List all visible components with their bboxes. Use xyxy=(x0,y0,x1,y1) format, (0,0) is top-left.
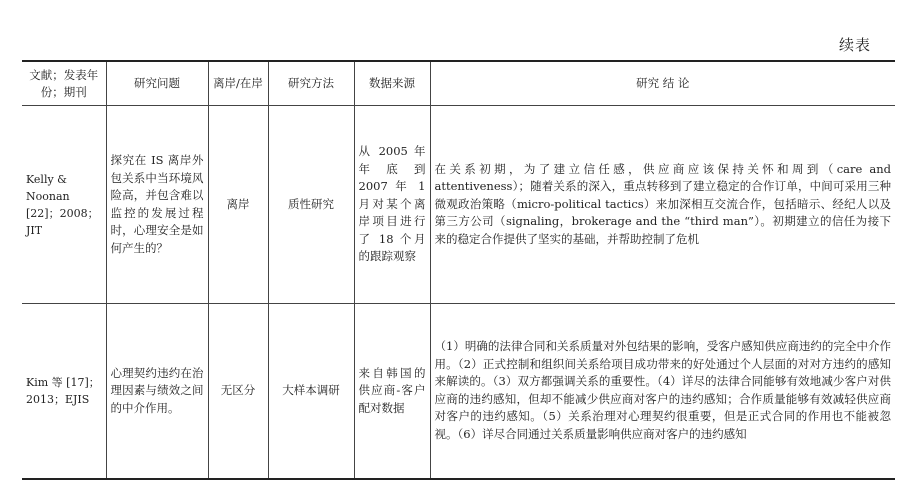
cell-location: 无区分 xyxy=(208,304,268,479)
cell-source: Kim 等 [17]；2013；EJIS xyxy=(22,304,106,479)
header-data-source: 数据来源 xyxy=(354,61,430,106)
cell-method: 质性研究 xyxy=(268,106,354,304)
cell-question: 探究在 IS 离岸外包关系中当环境风险高，并包含难以监控的发展过程时，心理安全是如何产生的？ xyxy=(106,106,208,304)
header-source: 文献；发表年份；期刊 xyxy=(22,61,106,106)
cell-source: Kelly & Noonan [22]；2008；JIT xyxy=(22,106,106,304)
literature-review-table xyxy=(22,60,895,480)
cell-question: 心理契约违约在治理因素与绩效之间的中介作用。 xyxy=(106,304,208,479)
table-continued-label: 续表 xyxy=(838,36,871,54)
header-method: 研究方法 xyxy=(268,61,354,106)
cell-data-source: 从 2005 年年底到 2007 年 1 月对某个离岸项目进行了 18 个月的跟踪观察 xyxy=(354,106,430,304)
table-row xyxy=(22,304,895,479)
header-location: 离岸/在岸 xyxy=(208,61,268,106)
cell-conclusion: 在关系初期，为了建立信任感，供应商应该保持关怀和周到（care and attentiveness）；随着关系的深入，重点转移到了建立稳定的合作订单，中间可采用三种微观政治策略（micro-political tactics）来加深相互交流合作，包括暗示、经纪人以及第三方公司（signaling，brokerage and the “third man”）。初期建立的信任为接下来的稳定合作提供了坚实的基础，并帮助控制了危机 xyxy=(430,106,895,304)
cell-data-source: 来自韩国的供应商-客户配对数据 xyxy=(354,304,430,479)
cell-conclusion: （1）明确的法律合同和关系质量对外包结果的影响，受客户感知供应商违约的完全中介作用。（2）正式控制和组织间关系给项目成功带来的好处通过个人层面的对对方违约的感知来解读的。（3）双方都强调关系的重要性。（4）详尽的法律合同能够有效地减少客户对供应商的违约感知，但却不能减少供应商对客户的违约感知；合作质量能够有效减轻供应商对客户的违约感知。（5）关系治理对心理契约很重要，但是正式合同的作用也不能被忽视。（6）详尽合同通过关系质量影响供应商对客户的违约感知 xyxy=(430,304,895,479)
table-row xyxy=(22,106,895,304)
cell-location: 离岸 xyxy=(208,106,268,304)
table-header-row xyxy=(22,61,895,106)
cell-method: 大样本调研 xyxy=(268,304,354,479)
header-conclusion: 研究 结 论 xyxy=(430,61,895,106)
header-question: 研究问题 xyxy=(106,61,208,106)
